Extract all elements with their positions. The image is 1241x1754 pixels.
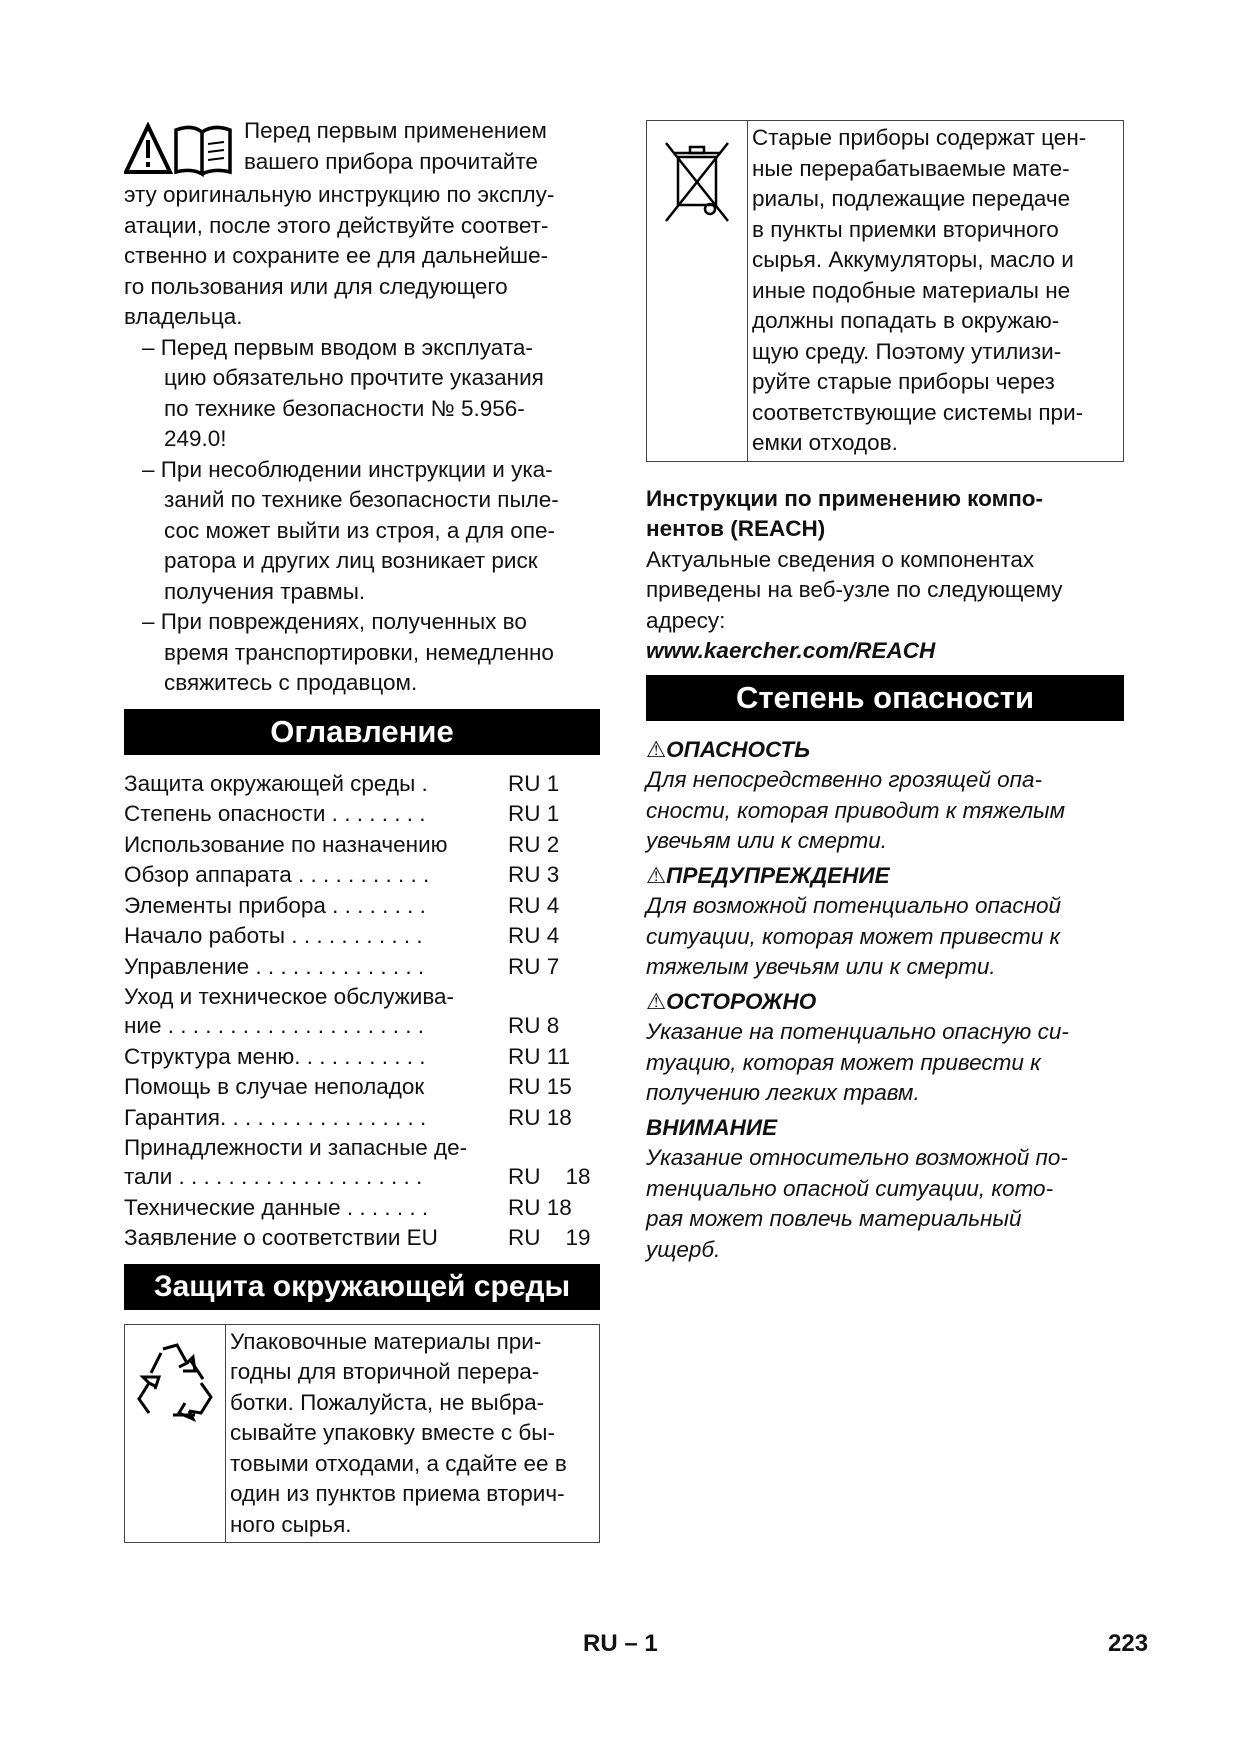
toc-entry[interactable] [124, 921, 600, 952]
intro-text-5: владельца. [124, 304, 243, 329]
recycle-cell [125, 1325, 226, 1543]
hazard-text: увечьям или к смерти. [646, 828, 887, 853]
toc-entry-title: Помощь в случае неполадок [124, 1074, 425, 1099]
left-column [124, 116, 600, 1543]
toc-entry-title: Обзор аппарата . . . . . . . . . . . [124, 862, 430, 887]
hazard-label-warning: ⚠ПРЕДУПРЕЖДЕНИЕ [646, 862, 890, 888]
toc-entry-title: тали . . . . . . . . . . . . . . . . . . . . [124, 1164, 423, 1189]
hazard-label-danger: ⚠ОПАСНОСТЬ [646, 736, 811, 762]
intro-bullet [124, 607, 600, 699]
hazard-label-caution: ⚠ОСТОРОЖНО [646, 988, 817, 1014]
toc-entry[interactable] [124, 769, 600, 800]
text-line: соответствующие системы при- [752, 399, 1084, 425]
intro-lead-2: вашего прибора прочитайте [244, 148, 538, 174]
reach-text: Актуальные сведения о компонентах [646, 546, 1035, 572]
toc-entry-title: Гарантия. . . . . . . . . . . . . . . . . [124, 1104, 427, 1130]
hazard-text: сности, которая приводит к тяжелым [646, 797, 1066, 823]
text-line: сырья. Аккумуляторы, масло и [752, 247, 1074, 272]
toc-entry-title: Структура меню. . . . . . . . . . . [124, 1043, 426, 1069]
toc-entry-title: Элементы прибора . . . . . . . . [124, 892, 426, 918]
reach-heading: нентов (REACH) [646, 516, 826, 541]
right-column [646, 120, 1124, 1265]
text-line: емки отходов. [752, 430, 898, 455]
text-line: один из пунктов приема вторич- [230, 1481, 565, 1506]
intro-text-2: атации, после этого действуйте соответ- [124, 212, 549, 238]
text-line: товыми отходами, а сдайте ее в [230, 1450, 567, 1476]
hazard-heading: Степень опасности [646, 675, 1124, 721]
toc-entry-page: RU 19 [508, 1225, 591, 1250]
hazard-text: туацию, которая может привести к [646, 1049, 1041, 1075]
toc-entry-title: Управление . . . . . . . . . . . . . . [124, 953, 425, 979]
toc-entry[interactable] [124, 799, 600, 830]
warning-and-manual-icon [124, 122, 236, 180]
text-line: щую среду. Поэтому утилизи- [752, 338, 1062, 364]
reach-text: приведены на веб-узле по следующему [646, 577, 1063, 602]
old-devices-box [646, 120, 1124, 462]
toc-entry-page: RU 4 [508, 923, 560, 948]
hazard-text: тенциально опасной ситуации, кото- [646, 1175, 1054, 1201]
bullet-line: время транспортировки, немедленно [164, 639, 554, 665]
packaging-notice-box [124, 1324, 600, 1544]
toc-entry[interactable] [124, 952, 600, 983]
text-line: Упаковочные материалы при- [230, 1328, 542, 1354]
hazard-label-attention: ВНИМАНИЕ [646, 1114, 778, 1140]
text-line: ные перерабатываемые мате- [752, 155, 1070, 181]
toc-entry-page: RU 8 [508, 1013, 560, 1038]
reach-text: адресу: [646, 607, 726, 633]
toc-entry-page: RU 2 [508, 831, 560, 857]
intro-bullet [124, 455, 600, 608]
toc-entry[interactable] [124, 1193, 600, 1224]
bullet-line: ратора и других лиц возникает риск [164, 548, 538, 573]
recycle-icon [133, 1339, 217, 1423]
hazard-text: ситуации, которая может привести к [646, 923, 1061, 949]
toc-entry[interactable] [124, 860, 600, 891]
intro-text-1: эту оригинальную инструкцию по эксплу- [124, 182, 555, 207]
table-of-contents [124, 769, 600, 1254]
toc-entry-page: RU 4 [508, 892, 560, 918]
toc-entry-page: RU 3 [508, 862, 560, 887]
bullet-line: свяжитесь с продавцом. [164, 670, 418, 695]
toc-entry-page: RU 11 [508, 1043, 571, 1069]
text-line: в пункты приемки вторичного [752, 216, 1059, 242]
toc-entry[interactable] [124, 1103, 600, 1134]
bullet-line: заний по технике безопасности пыле- [164, 487, 559, 512]
text-line: ботки. Пожалуйста, не выбра- [230, 1389, 545, 1415]
text-line: сывайте упаковку вместе с бы- [230, 1420, 555, 1445]
bullet-line: получения травмы. [164, 578, 366, 604]
toc-entry-title: Защита окружающей среды . [124, 770, 428, 796]
reach-heading: Инструкции по применению компо- [646, 485, 1044, 511]
intro-text-4: го пользования или для следующего [124, 273, 508, 299]
text-line: ного сырья. [230, 1511, 352, 1537]
bullet-line: – При несоблюдении инструкции и ука- [142, 456, 553, 482]
hazard-text: тяжелым увечьям или к смерти. [646, 954, 996, 979]
disposal-cell [647, 121, 748, 461]
warning-triangle-icon: ⚠ [646, 736, 667, 762]
old-devices-text [748, 121, 1090, 461]
toc-heading: Оглавление [124, 709, 600, 755]
hazard-text: Указание относительно возможной по- [646, 1145, 1068, 1170]
env-heading: Защита окружающей среды [124, 1264, 600, 1310]
hazard-text: рая может повлечь материальный [646, 1206, 1022, 1231]
text-line: иные подобные материалы не [752, 277, 1071, 303]
toc-entry-page: RU 18 [508, 1194, 572, 1220]
toc-entry-page: RU 18 [508, 1164, 591, 1189]
text-line: руйте старые приборы через [752, 369, 1055, 394]
hazard-text: Для возможной потенциально опасной [646, 893, 1062, 918]
toc-entry-title: Технические данные . . . . . . . [124, 1194, 429, 1220]
bullet-line: – Перед первым вводом в эксплуата- [142, 334, 533, 360]
toc-entry-page: RU 7 [508, 953, 560, 979]
toc-entry-page: RU 1 [508, 801, 560, 826]
intro-bullet [124, 333, 600, 455]
text-line: должны попадать в окружаю- [752, 308, 1060, 333]
intro-lead-1: Перед первым применением [244, 118, 547, 143]
crossed-out-bin-icon [662, 139, 732, 225]
text-line: Старые приборы содержат цен- [752, 125, 1087, 150]
hazard-text: получению легких травм. [646, 1080, 920, 1105]
hazard-text: Указание на потенциально опасную си- [646, 1019, 1069, 1044]
packaging-text [226, 1325, 571, 1543]
toc-entry[interactable] [124, 982, 600, 1042]
toc-entry-title: Использование по назначению [124, 831, 448, 857]
bullet-line: по технике безопасности № 5.956- [164, 395, 525, 421]
warning-triangle-icon: ⚠ [646, 988, 667, 1014]
page-number: 223 [1108, 1630, 1149, 1657]
toc-entry[interactable] [124, 891, 600, 922]
toc-entry-title: ние . . . . . . . . . . . . . . . . . . . . . [124, 1013, 425, 1038]
hazard-text: Для непосредственно грозящей опа- [646, 767, 1043, 792]
bullet-line: – При повреждениях, полученных во [142, 609, 527, 634]
text-line: годны для вторичной перера- [230, 1359, 540, 1384]
toc-entry-page: RU 18 [508, 1104, 572, 1130]
hazard-levels [646, 735, 1124, 1266]
intro-text-3: ственно и сохраните ее для дальнейше- [124, 243, 549, 268]
toc-entry-title: Начало работы . . . . . . . . . . . [124, 923, 423, 948]
bullet-line: сос может выйти из строя, а для опе- [164, 517, 556, 543]
reach-section [646, 484, 1124, 667]
hazard-text: ущерб. [646, 1236, 721, 1262]
warning-triangle-icon: ⚠ [646, 862, 667, 888]
toc-entry[interactable] [124, 1042, 600, 1073]
reach-link[interactable]: www.kaercher.com/REACH [646, 638, 936, 663]
toc-entry-title-line1: Принадлежности и запасные де- [124, 1135, 468, 1160]
toc-entry[interactable] [124, 1133, 600, 1193]
bullet-line: 249.0! [164, 426, 227, 451]
toc-entry-title: Степень опасности . . . . . . . . [124, 801, 426, 826]
section-page-label: RU – 1 [583, 1630, 658, 1657]
bullet-line: цию обязательно прочтите указания [164, 365, 544, 390]
toc-entry-page: RU 15 [508, 1074, 572, 1099]
toc-entry-title: Заявление о соответствии EU [124, 1225, 438, 1250]
toc-entry[interactable] [124, 1223, 600, 1254]
toc-entry[interactable] [124, 830, 600, 861]
text-line: риалы, подлежащие передаче [752, 186, 1071, 211]
toc-entry-page: RU 1 [508, 770, 560, 796]
toc-entry[interactable] [124, 1072, 600, 1103]
toc-entry-title-line1: Уход и техническое обслужива- [124, 984, 455, 1009]
